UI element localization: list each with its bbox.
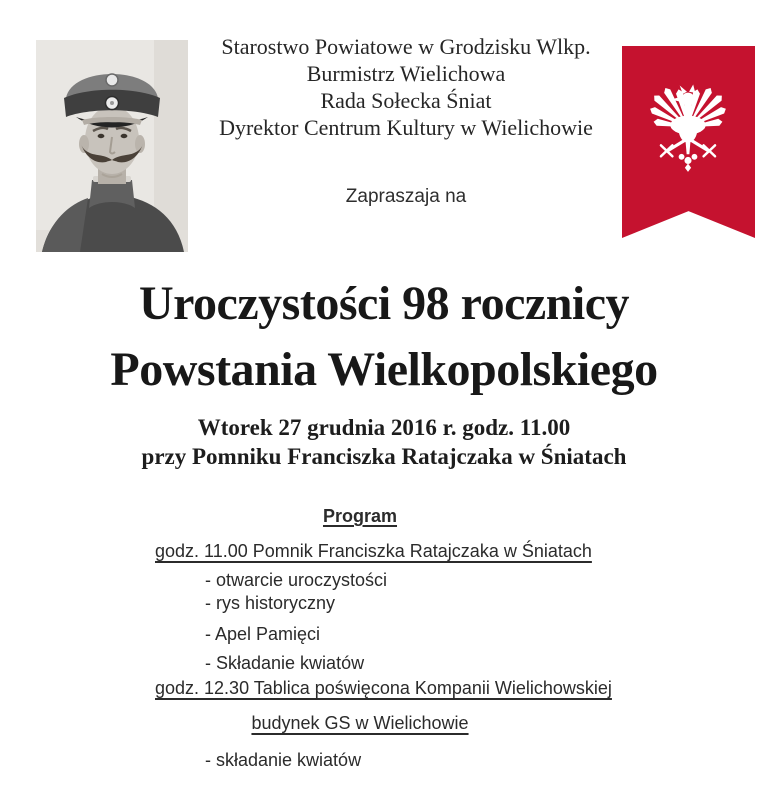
- program-item: - Apel Pamięci: [205, 624, 321, 644]
- soldier-portrait-photo: [36, 40, 188, 252]
- flag-ribbon: [622, 46, 755, 238]
- event-title-line1: Uroczystości 98 rocznicy: [138, 277, 630, 330]
- program-section: [155, 505, 625, 772]
- poster-body: [0, 271, 768, 772]
- program-sub-heading: budynek GS w Wielichowie: [251, 713, 469, 733]
- event-location: przy Pomniku Franciszka Ratajczaka w Śniatach: [141, 444, 627, 469]
- program-time-heading: godz. 12.30 Tablica poświęcona Kompanii Wielichowskiej: [155, 678, 612, 698]
- soldier-portrait-icon: [36, 40, 188, 252]
- event-datetime: Wtorek 27 grudnia 2016 r. godz. 11.00: [197, 415, 571, 440]
- program-item: - składanie kwiatów: [205, 750, 362, 770]
- invitation-line: Zapraszaja na: [345, 186, 467, 207]
- event-title: [0, 271, 768, 403]
- event-details: [0, 413, 768, 471]
- organizer-line: Rada Sołecka Śniat: [320, 88, 492, 113]
- program-item: - otwarcie uroczystości: [205, 570, 388, 590]
- organizer-line: Starostwo Powiatowe w Grodzisku Wlkp.: [221, 34, 591, 59]
- white-eagle-icon: [636, 70, 740, 176]
- organizers-block: [190, 33, 622, 209]
- program-time-heading: godz. 11.00 Pomnik Franciszka Ratajczaka w Śniatach: [155, 541, 592, 561]
- program-heading: Program: [322, 506, 398, 526]
- poster-header: [0, 0, 768, 255]
- organizer-line: Dyrektor Centrum Kultury w Wielichowie: [219, 115, 593, 140]
- program-item: - rys historyczny: [205, 593, 336, 613]
- event-title-line2: Powstania Wielkopolskiego: [110, 343, 658, 396]
- program-item: - Składanie kwiatów: [205, 653, 365, 673]
- organizer-line: Burmistrz Wielichowa: [306, 61, 506, 86]
